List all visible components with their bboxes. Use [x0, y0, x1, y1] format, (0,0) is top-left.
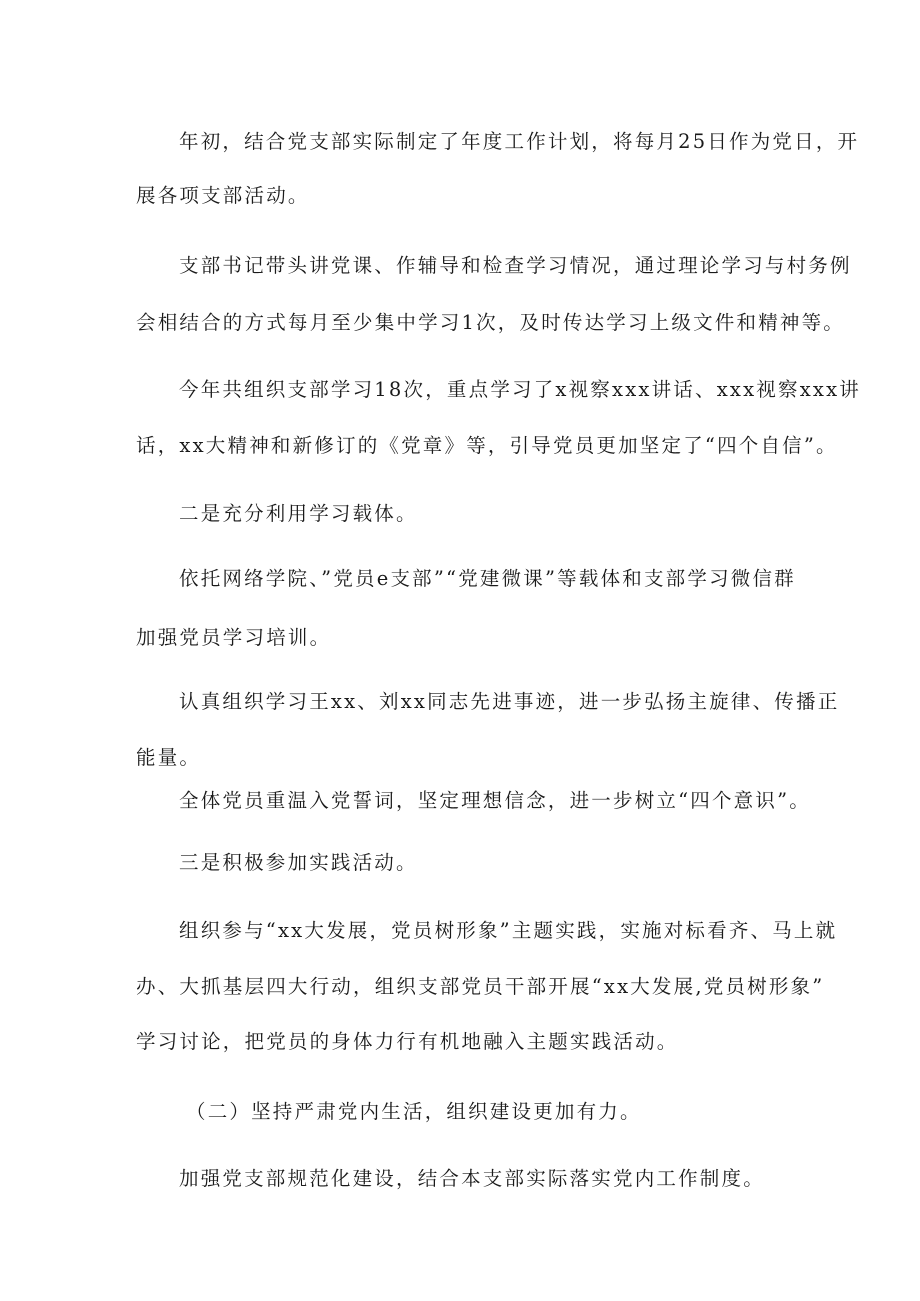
paragraph-3-line-2: 话，xx大精神和新修订的《党章》等，引导党员更加坚定了“四个自信”。: [136, 434, 838, 457]
paragraph-2-line-1: 支部书记带头讲党课、作辅导和检查学习情况，通过理论学习与村务例: [179, 254, 852, 277]
paragraph-9-line-1: 组织参与“xx大发展，党员树形象”主题实践，实施对标看齐、马上就: [179, 919, 838, 942]
paragraph-9-line-2: 办、大抓基层四大行动，组织支部党员干部开展“xx大发展,党员树形象”: [136, 975, 825, 998]
section-heading: （二）坚持严肃党内生活，组织建设更加有力。: [186, 1100, 642, 1123]
paragraph-8-line-1: 三是积极参加实践活动。: [179, 851, 418, 874]
paragraph-4-line-1: 二是充分利用学习载体。: [179, 502, 418, 525]
paragraph-6-line-1: 认真组织学习王xx、刘xx同志先进事迹，进一步弘扬主旋律、传播正: [179, 690, 840, 713]
paragraph-3-line-1: 今年共组织支部学习18次，重点学习了x视察xxx讲话、xxx视察xxx讲: [179, 378, 861, 401]
paragraph-2-line-2: 会相结合的方式每月至少集中学习1次，及时传达学习上级文件和精神等。: [136, 311, 846, 334]
paragraph-6-line-2: 能量。: [136, 746, 202, 769]
paragraph-11-line-1: 加强党支部规范化建设，结合本支部实际落实党内工作制度。: [179, 1167, 765, 1190]
paragraph-5-line-2: 加强党员学习培训。: [136, 626, 332, 649]
paragraph-9-line-3: 学习讨论，把党员的身体力行有机地融入主题实践活动。: [136, 1030, 679, 1053]
paragraph-5-line-1: 依托网络学院、”党员e支部”“党建微课”等载体和支部学习微信群: [179, 567, 796, 590]
paragraph-1-line-2: 展各项支部活动。: [136, 184, 310, 207]
paragraph-7-line-1: 全体党员重温入党誓词，坚定理想信念，进一步树立“四个意识”。: [179, 789, 811, 812]
paragraph-1-line-1: 年初，结合党支部实际制定了年度工作计划，将每月25日作为党日，开: [179, 130, 860, 153]
